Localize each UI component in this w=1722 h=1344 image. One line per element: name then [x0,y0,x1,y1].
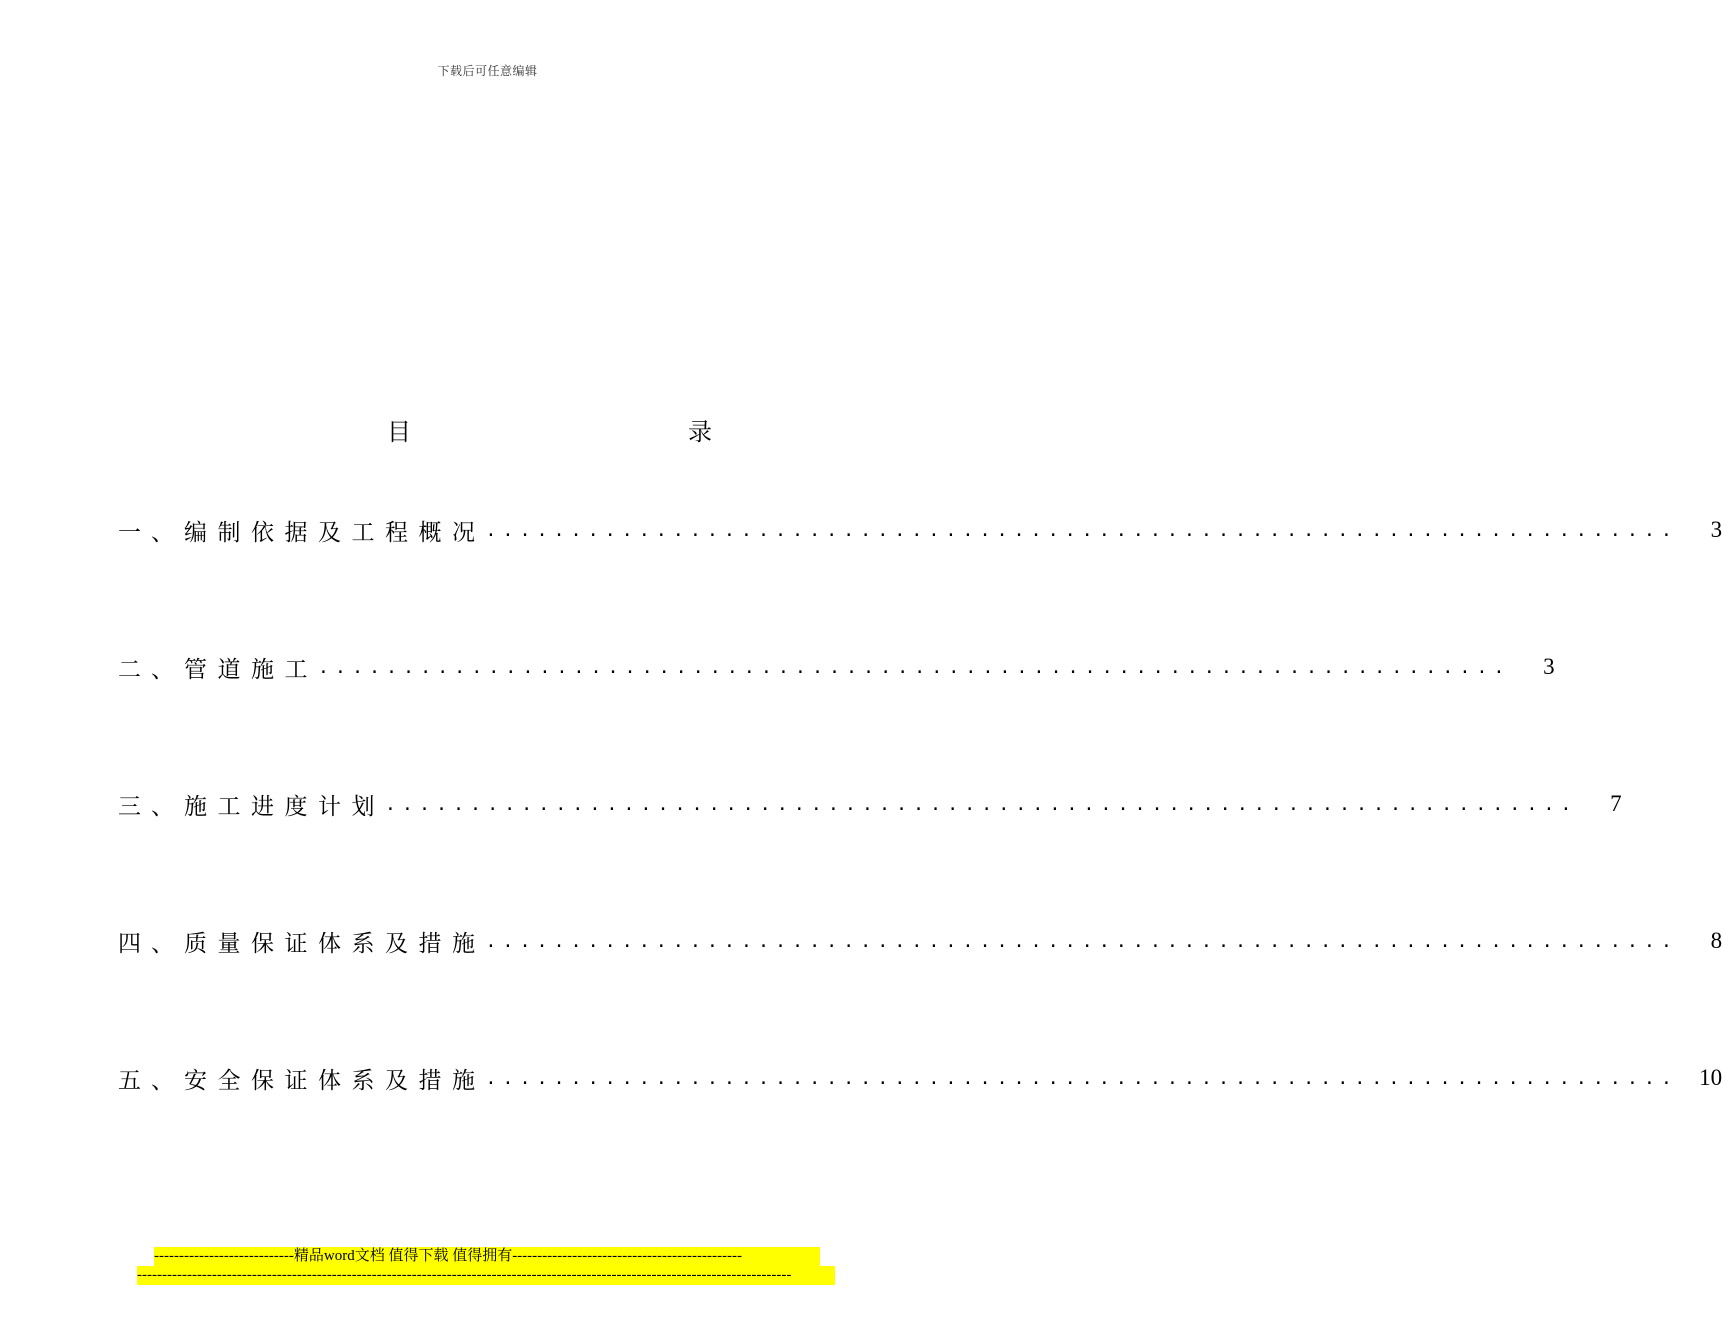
toc-entry-page: 3 [1710,517,1722,542]
toc-entry-label: 管道施工 [184,656,318,683]
toc-entry-page: 8 [1710,928,1722,953]
toc-entry-number: 二、 [118,656,184,683]
toc-entry-number: 一、 [118,519,184,546]
toc-entry-number: 三、 [118,793,184,820]
toc-entry-label: 编制依据及工程概况 [184,519,486,546]
toc-entry-number: 五、 [118,1067,184,1094]
toc-entry-5[interactable] [118,1058,1722,1098]
toc-entry-4[interactable] [118,921,1722,961]
toc-entry-page: 10 [1699,1065,1722,1090]
toc-leader-dots: ...................................................................... [485,1067,1679,1089]
page-header: 下载后可任意编辑 [437,64,538,78]
toc-leader-dots: ...................................................................... [485,930,1679,952]
footer-banner-line-1 [0,1247,950,1266]
toc-entry-2[interactable] [118,647,1555,687]
toc-entry-3[interactable] [118,784,1622,824]
toc-leader-dots: ...................................................................... [485,519,1679,541]
toc-entry-label: 质量保证体系及措施 [184,930,486,957]
footer-banner-dashes: ----------------------------------------------------------------------------------------------------------------------------------- [137,1266,835,1285]
toc-entry-label: 施工进度计划 [184,793,385,820]
toc-entry-number: 四、 [118,930,184,957]
toc-leader-dots: ...................................................................... [318,656,1511,678]
footer-banner-line-2 [0,1266,950,1285]
toc-entry-page: 3 [1543,654,1555,679]
toc-entry-label: 安全保证体系及措施 [184,1067,486,1094]
toc-entry-1[interactable] [118,510,1722,550]
toc-title-part1: 目 [387,418,411,446]
toc-title-part2: 录 [688,418,712,446]
toc-leader-dots: ...................................................................... [385,793,1578,815]
footer-banner-text: ----------------------------精品word文档 值得下载 值得拥有---------------------------------------------- [154,1247,820,1266]
toc-title [0,412,950,446]
toc-entry-page: 7 [1610,791,1622,816]
